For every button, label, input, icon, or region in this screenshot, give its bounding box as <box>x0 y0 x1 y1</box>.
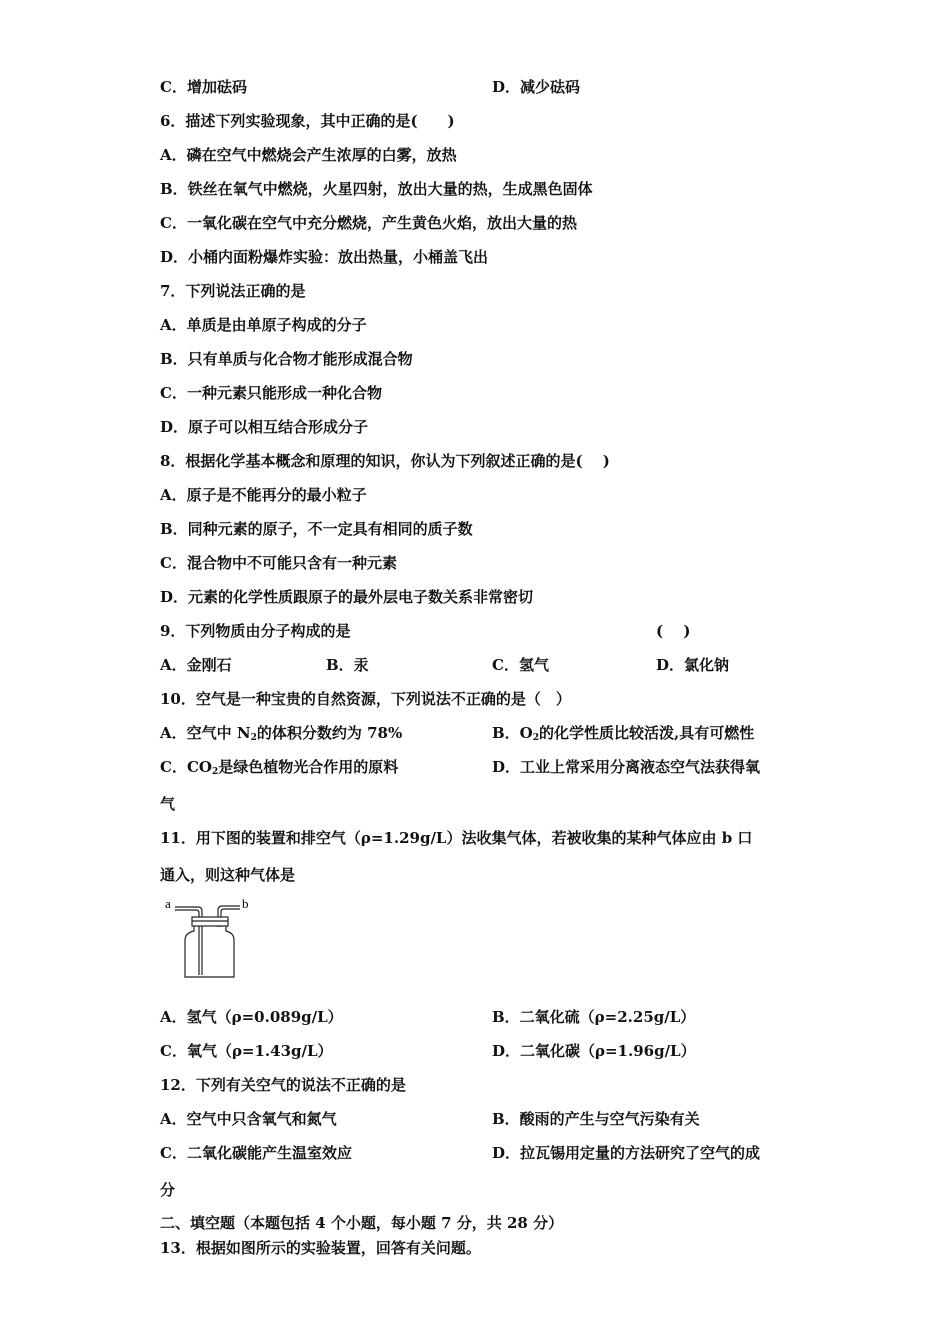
figure-label-b: b <box>242 896 249 911</box>
q12-option-a: A．空气中只含氧气和氮气 <box>160 1110 337 1128</box>
section-heading: 二、填空题（本题包括 4 个小题，每小题 7 分，共 28 分） <box>160 1214 564 1232</box>
q8-stem: 8．根据化学基本概念和原理的知识，你认为下列叙述正确的是( ) <box>160 452 610 470</box>
q12-option-b: B．酸雨的产生与空气污染有关 <box>492 1110 700 1128</box>
gas-collection-bottle-figure <box>160 893 260 981</box>
q10-option-d-continued: 气 <box>160 795 176 813</box>
q8-option-b: B．同种元素的原子，不一定具有相同的质子数 <box>160 520 473 538</box>
figure-label-a: a <box>165 896 171 911</box>
q10-option-b: B．$O_2$的化学性质比较活泼,具有可燃性 <box>492 724 755 743</box>
q6-option-b: B．铁丝在氧气中燃烧，火星四射，放出大量的热，生成黑色固体 <box>160 180 593 198</box>
q5-option-d: D．减少砝码 <box>492 78 581 96</box>
q10-option-a: A．空气中 $N_2$的体积分数约为 78% <box>160 724 403 743</box>
q7-option-c: C．一种元素只能形成一种化合物 <box>160 384 382 402</box>
q10-option-c: C．$CO_2$是绿色植物光合作用的原料 <box>160 758 399 777</box>
q13-stem: 13．根据如图所示的实验装置，回答有关问题。 <box>160 1239 481 1257</box>
q11-option-d: D．二氧化碳（ρ=1.96g/L） <box>492 1042 696 1060</box>
q11-option-b: B．二氧化硫（ρ=2.25g/L） <box>492 1008 696 1026</box>
q9-option-a: A．金刚石 <box>160 656 232 674</box>
q10-stem: 10．空气是一种宝贵的自然资源，下列说法不正确的是（ ） <box>160 690 571 708</box>
q9-option-d: D．氯化钠 <box>656 656 730 674</box>
q8-option-c: C．混合物中不可能只含有一种元素 <box>160 554 397 572</box>
q9-stem: 9．下列物质由分子构成的是 <box>160 622 351 640</box>
q12-stem: 12．下列有关空气的说法不正确的是 <box>160 1076 406 1094</box>
q6-option-a: A．磷在空气中燃烧会产生浓厚的白雾，放热 <box>160 146 457 164</box>
q6-stem: 6．描述下列实验现象，其中正确的是( ) <box>160 112 455 130</box>
q10-option-d: D．工业上常采用分离液态空气法获得氧 <box>492 758 761 776</box>
q8-option-a: A．原子是不能再分的最小粒子 <box>160 486 367 504</box>
q6-option-c: C．一氧化碳在空气中充分燃烧，产生黄色火焰，放出大量的热 <box>160 214 577 232</box>
q12-option-c: C．二氧化碳能产生温室效应 <box>160 1144 352 1162</box>
q12-option-d: D．拉瓦锡用定量的方法研究了空气的成 <box>492 1144 761 1162</box>
q12-option-d-continued: 分 <box>160 1181 176 1199</box>
q11-stem-continued: 通入，则这种气体是 <box>160 866 296 884</box>
q8-option-d: D．元素的化学性质跟原子的最外层电子数关系非常密切 <box>160 588 534 606</box>
q6-option-d: D．小桶内面粉爆炸实验：放出热量，小桶盖飞出 <box>160 248 489 266</box>
q7-option-b: B．只有单质与化合物才能形成混合物 <box>160 350 413 368</box>
q11-option-a: A．氢气（ρ=0.089g/L） <box>160 1008 343 1026</box>
q7-option-d: D．原子可以相互结合形成分子 <box>160 418 369 436</box>
q5-option-c: C．增加砝码 <box>160 78 247 96</box>
q11-option-c: C．氧气（ρ=1.43g/L） <box>160 1042 333 1060</box>
q11-stem: 11．用下图的装置和排空气（ρ=1.29g/L）法收集气体，若被收集的某种气体应由 b 口 <box>160 829 753 847</box>
q9-answer-paren: ( ) <box>656 622 691 640</box>
q9-option-b: B．汞 <box>326 656 369 674</box>
q7-option-a: A．单质是由单原子构成的分子 <box>160 316 367 334</box>
q7-stem: 7．下列说法正确的是 <box>160 282 306 300</box>
q9-option-c: C．氢气 <box>492 656 549 674</box>
